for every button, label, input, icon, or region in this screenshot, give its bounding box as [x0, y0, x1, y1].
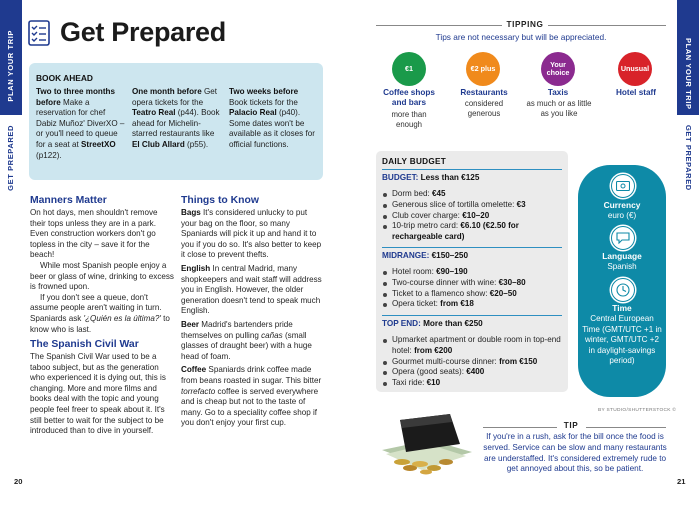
- tip-label-taxis: Taxis: [547, 88, 569, 97]
- tipping-heading: TIPPING: [506, 20, 544, 29]
- list-item: 10-trip metro card: €6.10 (€2.50 for rechargeable card): [383, 221, 561, 243]
- tipping-rule-left: [376, 25, 502, 26]
- tip-label-coffee: Coffee shops and bars: [383, 88, 435, 107]
- page-number-left: 20: [14, 477, 23, 486]
- tip-rule: [483, 427, 557, 428]
- list-item: Opera ticket: from €18: [383, 299, 561, 310]
- currency-icon: [611, 174, 635, 198]
- list-item: Hotel room: €90–190: [383, 267, 561, 278]
- right-tab-label-bottom: GET PREPARED: [684, 125, 693, 191]
- budget-list: [383, 189, 561, 243]
- list-item: Club cover charge: €10–20: [383, 211, 561, 222]
- time-heading: Time: [612, 303, 632, 313]
- language-heading: Language: [602, 251, 642, 261]
- list-item: Dorm bed: €45: [383, 189, 561, 200]
- list-item: Opera (good seats): €400: [383, 367, 561, 378]
- page-title: Get Prepared: [60, 17, 226, 47]
- top-end-list: [383, 335, 561, 389]
- tip-desc-restaurants: considered generous: [464, 99, 504, 118]
- language-value: Spanish: [607, 262, 637, 271]
- civil-war-text: The Spanish Civil War used to be a taboo subject, but as the generation who experienced it is dying out, this is changing. More and more films and books deal with the topic and young people feel freer to speak about it. It's still better to wait for the subject to be introduced than to dive in yourself.: [30, 352, 166, 436]
- things-heading: Things to Know: [181, 195, 259, 206]
- daily-budget-heading: DAILY BUDGET: [382, 157, 447, 166]
- civil-war-heading: The Spanish Civil War: [30, 339, 139, 350]
- tip-badge-taxis: Your choice: [541, 52, 575, 86]
- left-tab-label-top: PLAN YOUR TRIP: [6, 30, 15, 102]
- page-number-right: 21: [677, 477, 686, 486]
- manners-heading: Manners Matter: [30, 195, 107, 206]
- left-tab-label-bottom: GET PREPARED: [6, 125, 15, 191]
- clock-icon: [611, 278, 635, 302]
- tip-desc-taxis: as much or as little as you like: [526, 99, 592, 118]
- book-ahead-col-2: One month before Get opera tickets for the Teatro Real (p44). Book ahead for Michelin-starred restaurants like El Club Allard (p55).: [132, 87, 220, 149]
- list-item: Taxi ride: €10: [383, 378, 561, 389]
- midrange-tier-heading: MIDRANGE: €150–250: [382, 247, 562, 260]
- tip-badge-hotel: Unusual: [618, 52, 652, 86]
- tip-label-hotel: Hotel staff: [615, 88, 657, 97]
- list-item: Upmarket apartment or double room in top-end hotel: from €200: [383, 335, 561, 357]
- tip-badge-coffee: €1: [392, 52, 426, 86]
- speech-bubble-icon: [611, 226, 635, 250]
- checklist-icon: [28, 20, 50, 46]
- list-item: Generous slice of tortilla omelette: €3: [383, 200, 561, 211]
- book-ahead-col-3: Two weeks before Book tickets for the Palacio Real (p40). Some dates won't be available as it closes for official functions.: [229, 87, 315, 149]
- tip-label-restaurants: Restaurants: [460, 88, 508, 97]
- tip-badge-restaurants: €2 plus: [466, 52, 500, 86]
- right-tab-label-top: PLAN YOUR TRIP: [684, 38, 693, 110]
- things-text: Bags It's considered unlucky to put your bag on the floor, so many Spaniards will pick it up and hand it to you if you do so. It's also better to keep it close to prevent thefts. English In central Madrid, many shopkeepers and wait staff will address you in English. However, the older generation doesn't tend to speak much English. Beer Madrid's bartenders pride themselves on pulling cañas (small glasses of draught beer) with a huge head of foam. Coffee Spaniards drink coffee made from beans roasted in sugar. This bitter torrefacto coffee is served everywhere and is cheap but not to the taste of many. Go to a speciality coffee shop if you don't enjoy your first cup.: [181, 208, 322, 428]
- top-end-tier-heading: TOP END: More than €250: [382, 315, 562, 328]
- currency-value: euro (€): [607, 211, 637, 220]
- tip-desc-coffee: more than enough: [391, 110, 427, 129]
- tip-rule-right: [586, 427, 666, 428]
- photo-credit: BY STUDIO/SHUTTERSTOCK ©: [598, 408, 677, 413]
- list-item: Gourmet multi-course dinner: from €150: [383, 357, 561, 368]
- manners-text: On hot days, men shouldn't remove their tops unless they are in a park. Even construction workers don't go topless in the city – save it for the beach! While most Spanish people enjoy a beer or glass of wine, drinking to excess is frowned upon. If you don't see a queue, don't assume people aren't waiting in turn. Spaniards ask '¿Quién es la última?' to know who is last.: [30, 208, 174, 334]
- time-value: Central European Time (GMT/UTC +1 in winter, GMT/UTC +2 in daylight-savings period): [582, 314, 662, 366]
- currency-heading: Currency: [603, 200, 641, 210]
- tip-text: If you're in a rush, ask for the bill once the food is served. Service can be slow and many restaurants are understaffed. It's considered extremely rude to get annoyed about this, so be patient.: [483, 432, 667, 474]
- tipping-subtitle: Tips are not necessary but will be appreciated.: [435, 32, 607, 42]
- budget-tier-heading: BUDGET: Less than €125: [382, 169, 562, 182]
- book-ahead-col-1: Two to three months before Make a reservation for chef Dabiz Muñoz' DiverXO – or you'll need to queue for a seat at StreetXO (p122).: [36, 87, 125, 160]
- list-item: Two-course dinner with wine: €30–80: [383, 278, 561, 289]
- list-item: Ticket to a flamenco show: €20–50: [383, 289, 561, 300]
- tip-heading: TIP: [563, 421, 579, 430]
- book-ahead-heading: BOOK AHEAD: [36, 73, 93, 83]
- wallet-coins-photo: [376, 410, 476, 478]
- tipping-rule-right: [548, 25, 666, 26]
- midrange-list: [383, 267, 561, 310]
